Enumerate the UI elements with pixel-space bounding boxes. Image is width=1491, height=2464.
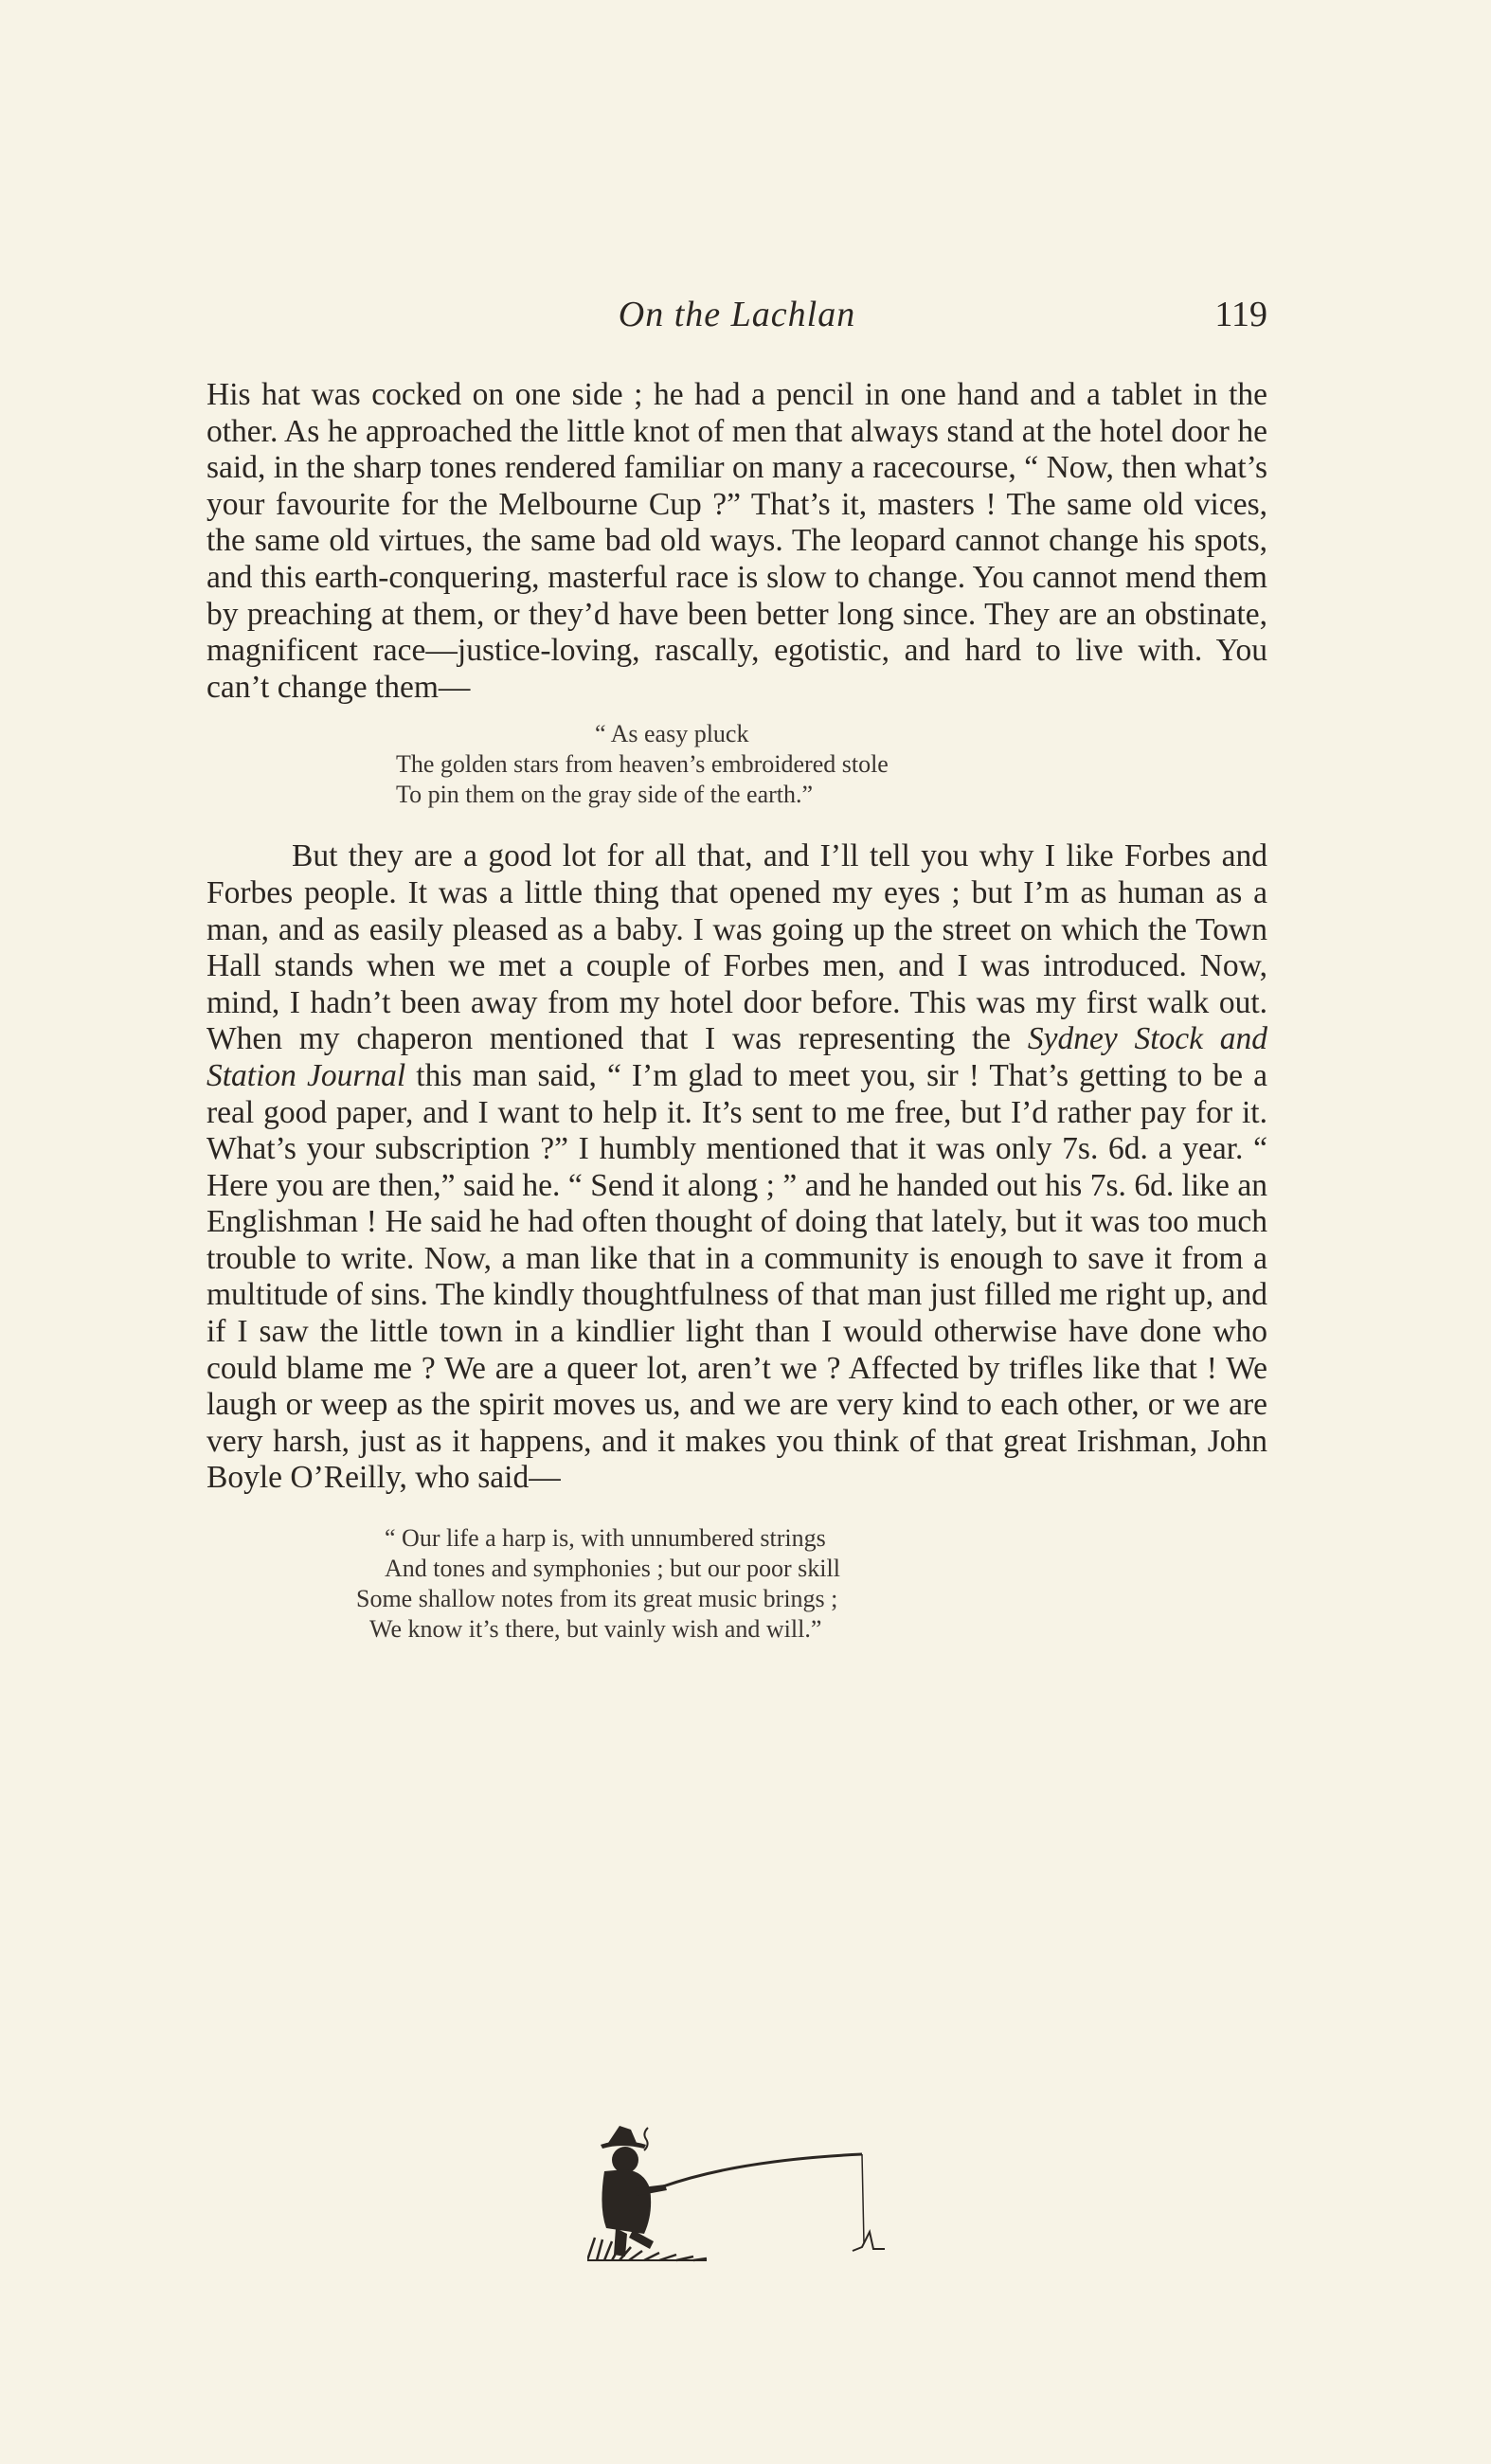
fishing-man-icon xyxy=(587,2122,890,2264)
quote-2-line: Some shallow notes from its great music brings ; xyxy=(356,1585,838,1613)
page-number: 119 xyxy=(1214,295,1267,334)
paragraph-2-text-b: this man said, “ I’m glad to meet you, sir ! That’s getting to be a real good paper, and I want to help it. It’s sent to me free, but I’d rather pay for it. What’s your subscription ?” I humbly mentioned that it was only 7s. 6d. a year. “ Here you are then,” said he. “ Send it along ; ” and he handed out his 7s. 6d. like an Englishman ! He said he had often thought of doing that lately, but it was too much trouble to write. Now, a man like that in a community is enough to save it from a multitude of sins. The kindly thoughtfulness of that man just filled me right up, and if I saw the little town in a kindlier light than I would otherwise have done who could blame me ? We are a queer lot, aren’t we ? Affected by trifles like that ! We laugh or weep as the spirit moves us, and we are very kind to each other, or we are very harsh, just as it happens, and it makes you think of that great Irishman, John Boyle O’Reilly, who said— xyxy=(207,1057,1267,1496)
running-title: On the Lachlan xyxy=(618,295,856,334)
quote-1-line: The golden stars from heaven’s embroidered stole xyxy=(396,750,889,779)
quote-2 xyxy=(207,1523,1267,1645)
quote-1-line: “ As easy pluck xyxy=(595,720,749,748)
running-head xyxy=(207,294,1267,341)
quote-2-line: We know it’s there, but vainly wish and will.” xyxy=(369,1615,822,1644)
quote-2-line: “ Our life a harp is, with unnumbered strings xyxy=(385,1524,826,1553)
paragraph-2 xyxy=(207,838,1267,1497)
quote-2-line: And tones and symphonies ; but our poor skill xyxy=(385,1555,840,1583)
journal-title: Sydney Stock and Station Journal xyxy=(207,1021,1268,1093)
quote-1-line: To pin them on the gray side of the earth.” xyxy=(396,781,814,809)
paragraph-1: His hat was cocked on one side ; he had a pencil in one hand and a tablet in the other. As he approached the little knot of men that always stand at the hotel door he said, in the sharp tones rendered familiar on many a racecourse, “ Now, then what’s your favourite for the Melbourne Cup ?” That’s it, masters ! The same old vices, the same old virtues, the same bad old ways. The leopard cannot change his spots, and this earth-conquering, masterful race is slow to change. You cannot mend them by preaching at them, or they’d have been better long since. They are an obstinate, magnificent race—justice-loving, rascally, egotistic, and hard to live with. You can’t change them— xyxy=(207,377,1267,705)
body-text xyxy=(207,377,1267,1645)
quote-1 xyxy=(207,719,1267,810)
paragraph-2-text-a: But they are a good lot for all that, and I’ll tell you why I like Forbes and Forbes people. It was a little thing that opened my eyes ; but I’m as human as a man, and as easily pleased as a baby. I was going up the street on which the Town Hall stands when we met a couple of Forbes men, and I was introduced. Now, mind, I hadn’t been away from my hotel door before. This was my first walk out. When my chaperon mentioned that I was representing the xyxy=(207,838,1267,1057)
